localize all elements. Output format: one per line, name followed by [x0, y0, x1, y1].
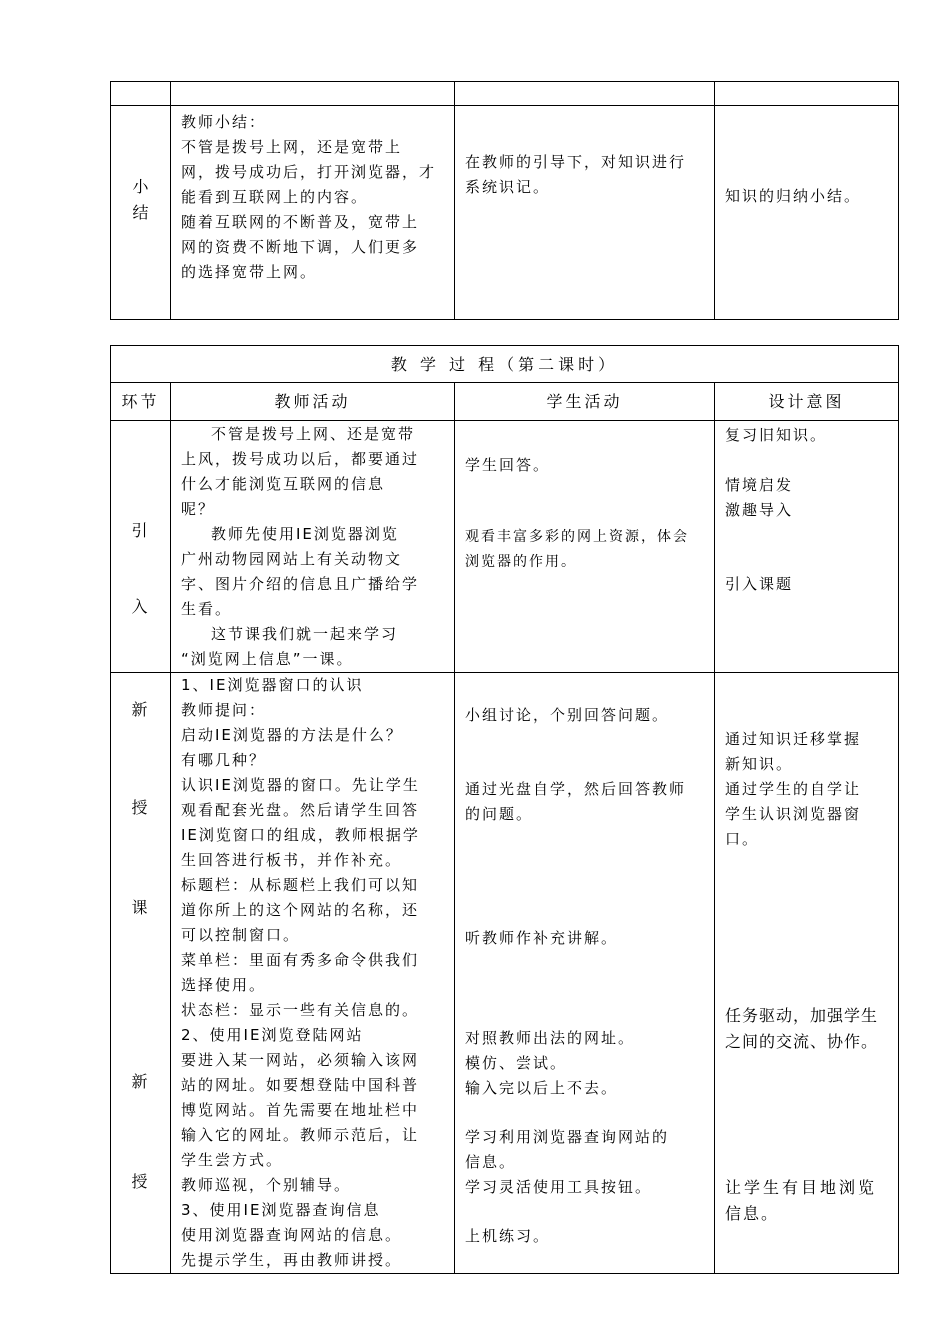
teacher-line: 认识IE浏览器的窗口。先让学生 [181, 776, 420, 794]
design-line: 信息。 [725, 1204, 780, 1223]
teacher-activity-cell [171, 421, 455, 673]
teacher-line: 标题栏：从标题栏上我们可以知 [181, 876, 420, 894]
teacher-line: 教师先使用IE浏览器浏览 [211, 525, 399, 543]
teacher-line: 选择使用。 [181, 976, 267, 994]
intro-row [111, 421, 899, 673]
design-line: 复习旧知识。 [725, 426, 828, 444]
teacher-activity-cell [171, 673, 455, 1274]
teacher-activity-cell [171, 106, 455, 320]
student-line: 系统识记。 [465, 178, 551, 196]
teacher-line: 3、使用IE浏览器查询信息 [181, 1201, 381, 1219]
section-char: 入 [131, 597, 150, 616]
teacher-line: 教师小结： [181, 113, 267, 131]
teacher-line: 上风，拨号成功以后，都要通过 [181, 450, 420, 468]
table-title: 教 学 过 程（第二课时） [111, 346, 899, 383]
teacher-line: 能看到互联网上的内容。 [181, 188, 369, 206]
header-teacher: 教师活动 [171, 383, 455, 421]
summary-table [110, 81, 899, 320]
teacher-line: 教师提问： [181, 701, 267, 719]
teacher-line: 站的网址。如要想登陆中国科普 [181, 1076, 420, 1094]
teacher-line: 使用浏览器查询网站的信息。 [181, 1226, 403, 1244]
teacher-line: 博览网站。首先需要在地址栏中 [181, 1101, 420, 1119]
header-design: 设计意图 [715, 383, 899, 421]
student-line: 浏览器的作用。 [465, 554, 577, 570]
title-row [111, 346, 899, 383]
teacher-line: 启动IE浏览器的方法是什么？ [181, 726, 403, 744]
student-line: 听教师作补充讲解。 [465, 929, 619, 947]
teacher-line: 网，拨号成功后，打开浏览器，才 [181, 163, 437, 181]
summary-row [111, 106, 899, 320]
design-intent-cell [715, 106, 899, 320]
student-line: 对照教师出法的网址。 [465, 1029, 636, 1047]
lesson-process-table [110, 345, 899, 1274]
teacher-line: “浏览网上信息”一课。 [181, 650, 354, 668]
teacher-line: 学生尝方式。 [181, 1151, 284, 1169]
header-student: 学生活动 [455, 383, 715, 421]
section-char: 新 [131, 1072, 150, 1091]
teacher-line: 这节课我们就一起来学习 [211, 625, 399, 643]
student-activity-cell [455, 106, 715, 320]
teacher-line: 要进入某一网站，必须输入该网 [181, 1051, 420, 1069]
section-new-lesson [111, 673, 171, 1274]
teacher-line: 有哪几种？ [181, 751, 267, 769]
student-line: 信息。 [465, 1153, 517, 1171]
design-line: 激趣导入 [725, 501, 794, 519]
teacher-line: 呢？ [181, 500, 216, 518]
teacher-line: 字、图片介绍的信息且广播给学 [181, 575, 420, 593]
empty-top-row [111, 82, 899, 106]
teacher-line: 不管是拨号上网、还是宽带 [211, 425, 416, 443]
design-line: 情境启发 [725, 476, 794, 494]
design-intent-cell [715, 421, 899, 673]
teacher-line: 的选择宽带上网。 [181, 263, 318, 281]
design-line: 新知识。 [725, 755, 794, 773]
teacher-line: 生看。 [181, 600, 233, 618]
student-line: 在教师的引导下，对知识进行 [465, 153, 687, 171]
teacher-line: 状态栏：显示一些有关信息的。 [181, 1001, 420, 1019]
section-char: 授 [131, 1172, 150, 1191]
section-intro [111, 421, 171, 673]
teacher-line: 先提示学生，再由教师讲授。 [181, 1251, 403, 1269]
header-row [111, 383, 899, 421]
teacher-line: 生回答进行板书，并作补充。 [181, 851, 403, 869]
teacher-line: 不管是拨号上网，还是宽带上 [181, 138, 403, 156]
teacher-line: 广州动物园网站上有关动物文 [181, 550, 403, 568]
teacher-line: 可以控制窗口。 [181, 926, 301, 944]
student-line: 通过光盘自学，然后回答教师 [465, 780, 687, 798]
teacher-line: 2、使用IE浏览登陆网站 [181, 1026, 364, 1044]
student-line: 学习利用浏览器查询网站的 [465, 1128, 670, 1146]
section-char: 引 [131, 521, 150, 540]
student-line: 小组讨论，个别回答问题。 [465, 706, 670, 724]
design-line: 通过学生的自学让 [725, 780, 862, 798]
teacher-line: 什么才能浏览互联网的信息 [181, 475, 386, 493]
student-line: 的问题。 [465, 805, 534, 823]
teacher-line: 教师巡视，个别辅导。 [181, 1176, 352, 1194]
teacher-line: 输入它的网址。教师示范后，让 [181, 1126, 420, 1144]
teacher-line: IE浏览窗口的组成，教师根据学 [181, 826, 420, 844]
teacher-line: 1、IE浏览器窗口的认识 [181, 676, 364, 694]
student-line: 模仿、尝试。 [465, 1054, 568, 1072]
student-line: 输入完以后上不去。 [465, 1079, 619, 1097]
section-char: 授 [131, 798, 150, 817]
section-summary [111, 106, 171, 320]
teacher-line: 道你所上的这个网站的名称，还 [181, 901, 420, 919]
teacher-line: 菜单栏：里面有秀多命令供我们 [181, 951, 420, 969]
section-char: 新 [131, 700, 150, 719]
student-line: 上机练习。 [465, 1227, 551, 1245]
teacher-line: 观看配套光盘。然后请学生回答 [181, 801, 420, 819]
design-line: 知识的归纳小结。 [725, 187, 862, 205]
design-line: 引入课题 [725, 575, 794, 593]
design-line: 之间的交流、协作。 [725, 1032, 879, 1051]
teacher-line: 随着互联网的不断普及，宽带上 [181, 213, 420, 231]
design-line: 学生认识浏览器窗 [725, 805, 862, 823]
design-line: 任务驱动，加强学生 [725, 1006, 879, 1025]
design-intent-cell [715, 673, 899, 1274]
student-line: 学生回答。 [465, 456, 551, 474]
student-line: 观看丰富多彩的网上资源，体会 [465, 529, 689, 545]
student-activity-cell [455, 673, 715, 1274]
design-line: 口。 [725, 830, 760, 848]
student-line: 学习灵活使用工具按钮。 [465, 1178, 653, 1196]
design-line: 通过知识迁移掌握 [725, 730, 862, 748]
header-stage: 环节 [111, 383, 171, 421]
new-lesson-row [111, 673, 899, 1274]
student-activity-cell [455, 421, 715, 673]
section-char: 课 [131, 898, 150, 917]
section-label: 小结 [132, 177, 151, 222]
teacher-line: 网的资费不断地下调，人们更多 [181, 238, 420, 256]
design-line: 让学生有目地浏览 [725, 1178, 878, 1197]
